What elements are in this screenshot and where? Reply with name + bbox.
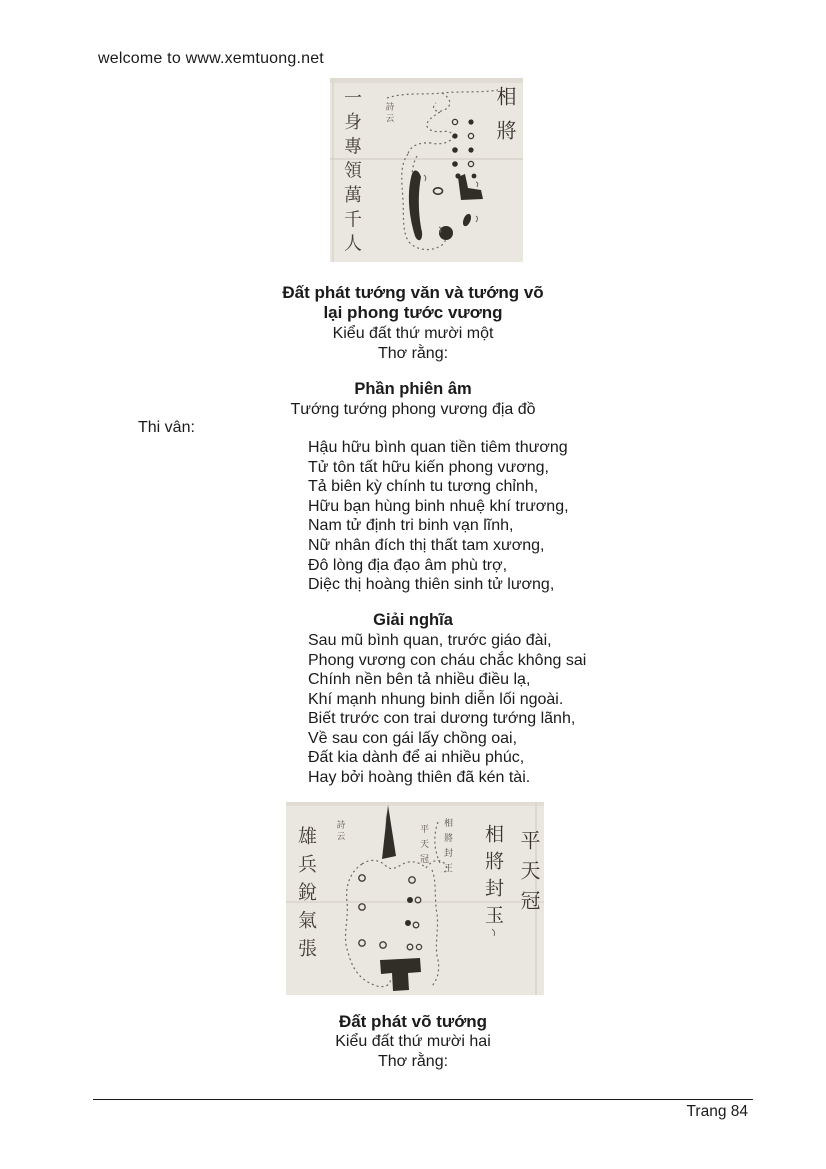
section1-heading-block bbox=[0, 283, 826, 364]
section1-title-line2: lại phong tước vương bbox=[323, 303, 503, 323]
diagram1-right-caption: 相將 bbox=[493, 86, 517, 154]
poem-line: Hay bởi hoàng thiên đã kén tài. bbox=[308, 768, 531, 786]
poem-line: Tử tôn tất hữu kiến phong vương, bbox=[308, 458, 549, 476]
giai-nghia-heading: Giải nghĩa bbox=[373, 611, 453, 629]
diagram2-right-caption-outer: 平天冠 bbox=[517, 830, 541, 920]
diagram1-left-caption: 一身專領萬千人 bbox=[341, 88, 362, 259]
poem-line: Sau mũ bình quan, trước giáo đài, bbox=[308, 632, 552, 649]
poem-line: Tả biên kỳ chính tu tương chỉnh, bbox=[308, 478, 539, 496]
footer-divider bbox=[93, 1099, 753, 1100]
poem-line: Khí mạnh nhung binh diễn lối ngoài. bbox=[308, 690, 564, 708]
poem-line: Hữu bạn hùng binh nhuệ khí trương, bbox=[308, 497, 569, 515]
giai-nghia-poem bbox=[308, 631, 586, 787]
diagram2-left-caption: 雄兵銳氣張 bbox=[295, 826, 317, 966]
poem-line: Hậu hữu bình quan tiền tiêm thương bbox=[308, 439, 568, 456]
diagram1-note-label: 詩云 bbox=[384, 102, 394, 125]
poem-line: Phong vương con cháu chắc không sai bbox=[308, 651, 587, 669]
diagram2-inner-note-a: 相將封王 bbox=[442, 818, 452, 878]
thi-van-label: Thi vân: bbox=[138, 419, 195, 436]
section1-title-line1: Đất phát tướng văn và tướng võ bbox=[282, 283, 544, 302]
geomancy-diagram-1 bbox=[330, 78, 523, 262]
poem-line: Nữ nhân đích thị thất tam xương, bbox=[308, 536, 545, 554]
section1-subtitle: Kiểu đất thứ mười một bbox=[332, 324, 494, 342]
section2-intro: Thơ rằng: bbox=[377, 1053, 449, 1071]
poem-line: Biết trước con trai dương tướng lãnh, bbox=[308, 710, 576, 728]
poem-line: Đô lòng địa đạo âm phù trợ, bbox=[308, 556, 508, 574]
poem-line: Diệc thị hoàng thiên sinh tử lương, bbox=[308, 576, 555, 594]
phien-am-poem bbox=[308, 438, 569, 595]
section2-title: Đất phát võ tướng bbox=[338, 1012, 488, 1031]
section2-heading-block bbox=[0, 1012, 826, 1073]
phien-am-heading: Phần phiên âm bbox=[354, 380, 472, 398]
section1-intro: Thơ rằng: bbox=[377, 344, 449, 362]
site-welcome-text: welcome to www.xemtuong.net bbox=[98, 50, 324, 67]
diagram2-inner-note-b: 平天冠 bbox=[418, 824, 428, 869]
phien-am-first-line: Tướng tướng phong vương địa đồ bbox=[290, 400, 536, 418]
poem-line: Về sau con gái lấy chồng oai, bbox=[308, 729, 518, 747]
poem-line: Đất kia dành để ai nhiều phúc, bbox=[308, 749, 525, 767]
diagram2-note-label: 詩云 bbox=[335, 820, 345, 843]
page-number: Trang 84 bbox=[686, 1103, 748, 1120]
poem-line: Nam tử định tri binh vạn lĩnh, bbox=[308, 517, 514, 535]
poem-line: Chính nền bên tả nhiều điều lạ, bbox=[308, 671, 531, 689]
diagram2-right-caption-inner: 相將封玉 bbox=[482, 824, 504, 932]
geomancy-diagram-2 bbox=[286, 802, 544, 995]
section2-subtitle: Kiểu đất thứ mười hai bbox=[335, 1033, 491, 1051]
